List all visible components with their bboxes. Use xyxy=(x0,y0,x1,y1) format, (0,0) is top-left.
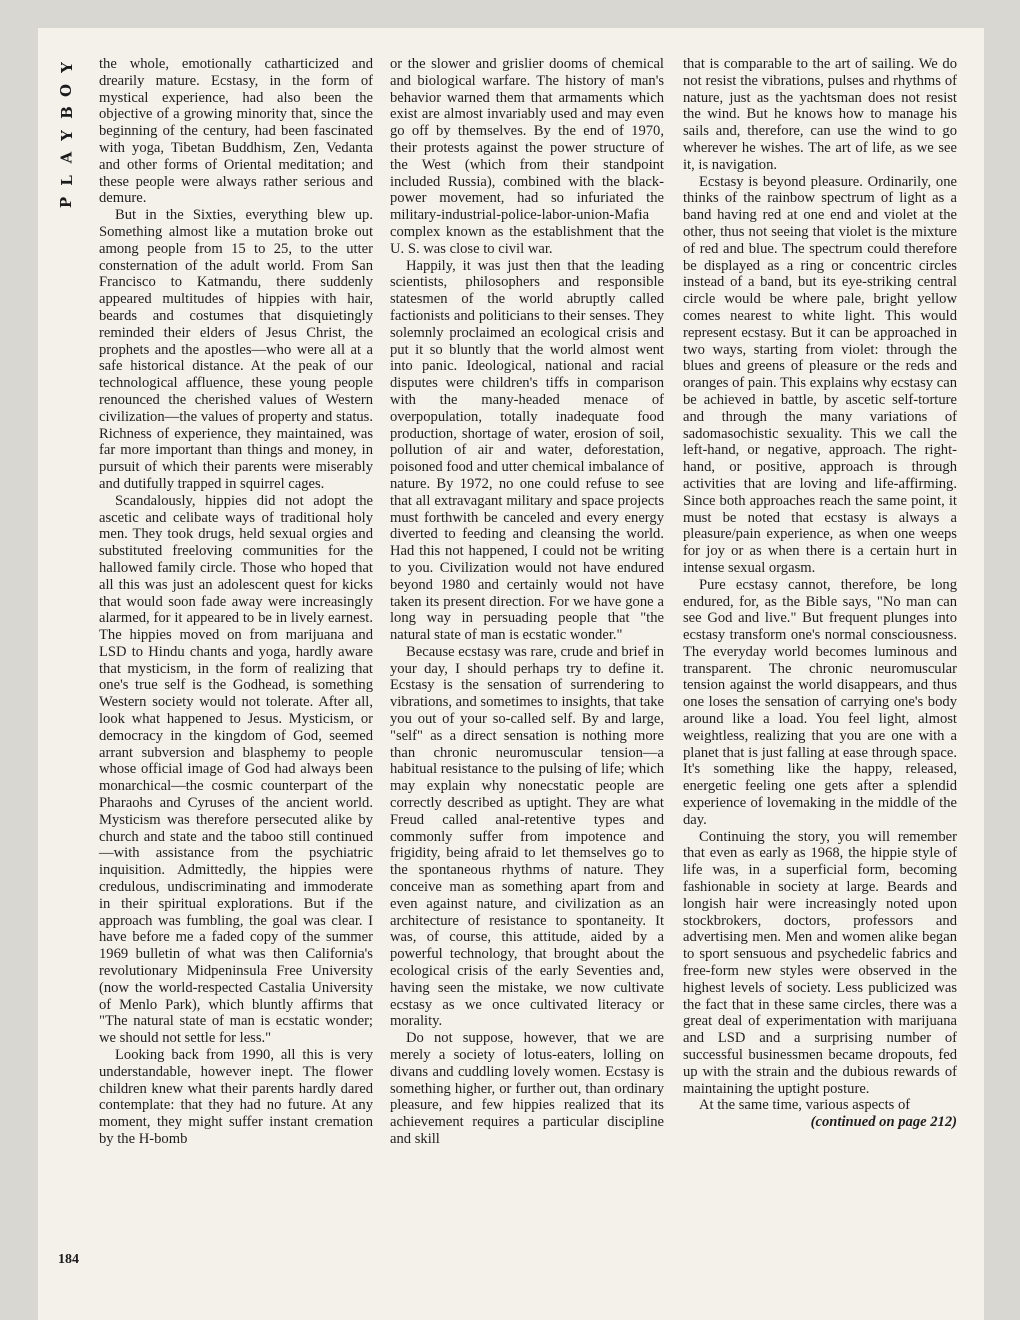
paragraph: Ecstasy is beyond pleasure. Ordinarily, one thinks of the rainbow spectrum of light as a band having red at one end and violet at the other, thus not seeing that violet is the mixture of red and blue. The spectrum could therefore be displayed as a ring or concentric circles instead of a band, but its eye-striking central circle would be where pale, bright yellow comes nearest to white light. This would represent ecstasy. But it can be approached in two ways, starting from violet: through the blues and greens of pleasure or the reds and oranges of pain. This explains why ecstasy can be achieved in battle, by ascetic self-torture and through the many variations of sadomasochistic sexuality. This we call the left-hand, or negative, approach. The right-hand, or positive, approach is through activities that are loving and life-affirming. Since both approaches reach the same point, it must be noted that ecstasy is always a pleasure/pain experience, as when one weeps for joy or as when there is a certain hurt in intense sexual orgasm. xyxy=(683,173,957,576)
paragraph: Pure ecstasy cannot, therefore, be long endured, for, as the Bible says, "No man can see God and live." But frequent plunges into ecstasy transform one's normal consciousness. The everyday world becomes luminous and transparent. The chronic neuromuscular tension against the world disappears, and thus one loses the sensation of carrying one's body around like a load. You feel light, almost weightless, realizing that you are one with a planet that is just falling at ease through space. It's something like the happy, released, energetic feeling one gets after a splendid experience of lovemaking in the middle of the day. xyxy=(683,576,957,828)
paragraph: Happily, it was just then that the leading scientists, philosophers and responsible statesmen of the world abruptly called factionists and politicians to their senses. They solemnly proclaimed an ecological crisis and put it so bluntly that the world almost went into panic. Ideological, national and racial disputes were children's tiffs in comparison with the many-headed menace of overpopulation, totally inadequate food production, shortage of water, erosion of soil, pollution of air and water, deforestation, poisoned food and utter chemical imbalance of nature. By 1972, no one could refuse to see that all extravagant military and space projects must forthwith be canceled and every energy diverted to feeding and cleansing the world. Had this not happened, I could not be writing to you. Civilization would not have endured beyond 1980 and certainly would not have taken its present direction. For we have gone a long way in persuading people that "the natural state of man is ecstatic wonder." xyxy=(390,257,664,644)
text-column-3 xyxy=(683,56,957,1131)
page-number: 184 xyxy=(58,1252,79,1267)
magazine-letter: Y xyxy=(57,62,76,73)
magazine-name-vertical xyxy=(55,60,79,210)
magazine-letter: Y xyxy=(57,129,76,141)
paragraph: Looking back from 1990, all this is very understandable, however inept. The flower children knew what their parents hardly dared contemplate: that they had no future. At any moment, they might suffer instant cremation by the H-bomb xyxy=(99,1047,373,1147)
paragraph: or the slower and grislier dooms of chemical and biological warfare. The history of man's behavior warned them that armaments which exist are almost invariably used and may even go off by themselves. By the end of 1970, their protests against the power structure of the West (which from their standpoint included Russia), combined with the black-power movement, had so infuriated the military-industrial-police-labor-union-Mafia complex known as the establishment that the U. S. was close to civil war. xyxy=(390,56,664,257)
magazine-letter: B xyxy=(57,106,76,119)
text-column-2 xyxy=(390,56,664,1148)
paragraph: Scandalously, hippies did not adopt the ascetic and celibate ways of traditional holy men. They took drugs, held sexual orgies and substituted freeloving communities for the hallowed family circle. Those who hoped that all this was just an adolescent quest for kicks that would soon fade away were increasingly alarmed, for it appeared to be in lively earnest. The hippies moved on from marijuana and LSD to Hindu chants and yoga, hardly aware that mysticism, in the form of realizing that one's true self is the Godhead, is something Western society would not tolerate. After all, look what happened to Jesus. Mysticism, or democracy in the kingdom of God, seemed arrant subversion and blasphemy to people whose official image of God had always been monarchical—the cosmic counterpart of the Pharaohs and Cyruses of the ancient world. Mysticism was therefore persecuted alike by church and state and the taboo still continued—with assistance from the psychiatric inquisition. Admittedly, the hippies were credulous, undiscriminating and immoderate in their spiritual explorations. But if the approach was fumbling, the goal was clear. I have before me a faded copy of the summer 1969 bulletin of what was then California's revolutionary Midpeninsula Free University (now the world-respected Castalia University of Menlo Park), which bluntly affirms that "The natural state of man is ecstatic wonder; we should not settle for less." xyxy=(99,492,373,1047)
paragraph: But in the Sixties, everything blew up. Something almost like a mutation broke out among people from 15 to 25, to the utter consternation of the adult world. From San Francisco to Katmandu, there suddenly appeared multitudes of hippies with hair, beards and costumes that disquietingly reminded their elders of Jesus Christ, the prophets and the apostles—who were all at a safe historical distance. At the peak of our technological affluence, these young people renounced the cherished values of Western civilization—the values of property and status. Richness of experience, they maintained, was far more important than things and money, in pursuit of which their parents were miserably and dutifully trapped in squirrel cages. xyxy=(99,207,373,492)
paragraph: At the same time, various aspects of xyxy=(699,1097,911,1114)
paragraph: Because ecstasy was rare, crude and brief in your day, I should perhaps try to define it. Ecstasy is the sensation of surrendering to vibrations, and sometimes to insights, that take you out of your so-called self. By and large, "self" as a direct sensation is nothing more than chronic neuromuscular tension—a habitual resistance to the pulsing of life; which may explain why nonecstatic people are correctly described as uptight. They are what Freud called anal-retentive types and commonly suffer from impotence and frigidity, being afraid to let themselves go to the spontaneous rhythms of nature. They conceive man as something apart from and even against nature, and civilization as an architecture of resistance to spontaneity. It was, of course, this attitude, aided by a powerful technology, that brought about the ecological crisis of the early Seventies and, having seen the mistake, we now cultivate ecstasy as we once cultivated literacy or morality. xyxy=(390,643,665,1030)
magazine-letter: A xyxy=(57,151,76,164)
magazine-letter: P xyxy=(57,196,76,209)
text-column-1 xyxy=(99,56,373,1148)
paragraph: that is comparable to the art of sailing. We do not resist the vibrations, pulses and rhythms of nature, just as the yachtsman does not resist the wind. But he knows how to manage his sails and, therefore, can use the wind to go wherever he wishes. The art of life, as we see it, is navigation. xyxy=(683,56,957,173)
magazine-letter: O xyxy=(57,83,76,97)
paragraph: Do not suppose, however, that we are merely a society of lotus-eaters, lolling on divans and cuddling lovely women. Ecstasy is something higher, or further out, than ordinary pleasure, and few hippies realized that its achievement requires a particular discipline and skill xyxy=(390,1030,664,1147)
paragraph: the whole, emotionally catharticized and drearily mature. Ecstasy, in the form of mystical experience, had also been the objective of a growing minority that, since the beginning of the century, had been fascinated with yoga, Tibetan Buddhism, Zen, Vedanta and other forms of Oriental meditation; and these people were always rather serious and demure. xyxy=(99,56,373,207)
magazine-letter: L xyxy=(57,174,76,186)
continued-note: (continued on page 212) xyxy=(810,1114,957,1131)
paragraph: Continuing the story, you will remember that even as early as 1968, the hippie style of life was, in a superficial form, becoming fashionable in society at large. Beards and longish hair were increasingly noted upon stockbrokers, doctors, professors and advertising men. Men and women alike began to sport sensuous and psychedelic fabrics and free-form new styles were observed in the highest levels of society. Less publicized was the fact that in these same circles, there was a great deal of experimentation with marijuana and LSD and a surprising number of successful businessmen became dropouts, fed up with the strain and the dubious rewards of maintaining the uptight posture. xyxy=(683,828,957,1097)
